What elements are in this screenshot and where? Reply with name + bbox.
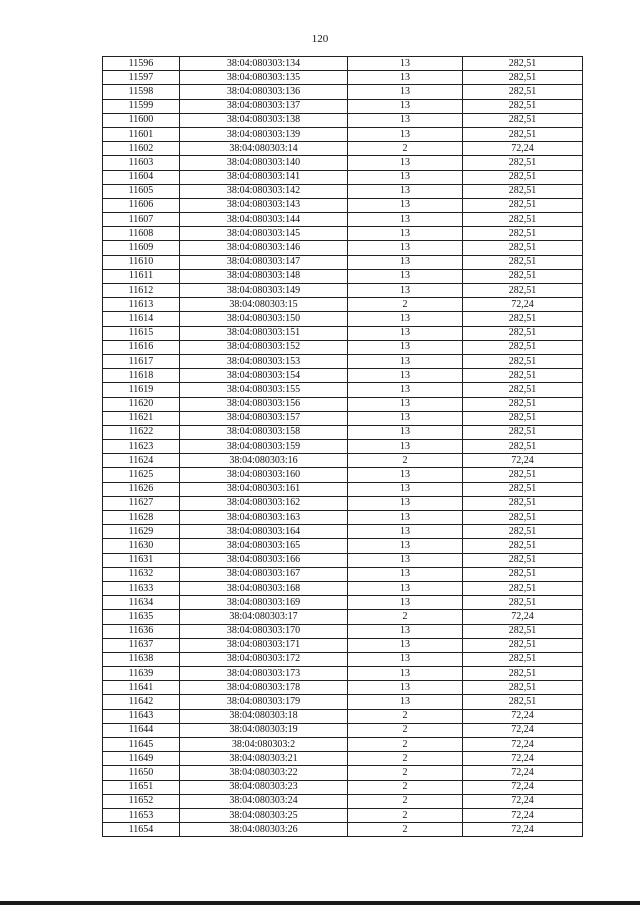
row-number-cell: 11602 <box>103 142 180 156</box>
row-number-cell: 11608 <box>103 227 180 241</box>
table-row <box>103 709 583 723</box>
cadastral-number-cell: 38:04:080303:171 <box>180 638 348 652</box>
row-number-cell: 11638 <box>103 652 180 666</box>
table-row <box>103 156 583 170</box>
cadastral-number-cell: 38:04:080303:173 <box>180 667 348 681</box>
cadastral-number-cell: 38:04:080303:158 <box>180 425 348 439</box>
share-count-cell: 13 <box>348 71 463 85</box>
cadastral-number-cell: 38:04:080303:23 <box>180 780 348 794</box>
area-value-cell: 282,51 <box>463 596 583 610</box>
cadastral-number-cell: 38:04:080303:150 <box>180 312 348 326</box>
cadastral-number-cell: 38:04:080303:14 <box>180 142 348 156</box>
table-row <box>103 213 583 227</box>
table-row <box>103 425 583 439</box>
share-count-cell: 13 <box>348 581 463 595</box>
area-value-cell: 282,51 <box>463 581 583 595</box>
area-value-cell: 72,24 <box>463 752 583 766</box>
area-value-cell: 282,51 <box>463 652 583 666</box>
table-row <box>103 298 583 312</box>
share-count-cell: 13 <box>348 681 463 695</box>
cadastral-number-cell: 38:04:080303:134 <box>180 57 348 71</box>
row-number-cell: 11615 <box>103 326 180 340</box>
area-value-cell: 282,51 <box>463 255 583 269</box>
table-row <box>103 227 583 241</box>
table-row <box>103 241 583 255</box>
share-count-cell: 13 <box>348 99 463 113</box>
cadastral-number-cell: 38:04:080303:148 <box>180 269 348 283</box>
cadastral-number-cell: 38:04:080303:166 <box>180 553 348 567</box>
table-row <box>103 610 583 624</box>
table-row <box>103 667 583 681</box>
table-row <box>103 780 583 794</box>
row-number-cell: 11601 <box>103 127 180 141</box>
scan-edge <box>0 901 640 905</box>
table-row <box>103 539 583 553</box>
share-count-cell: 13 <box>348 638 463 652</box>
cadastral-number-cell: 38:04:080303:143 <box>180 198 348 212</box>
area-value-cell: 282,51 <box>463 326 583 340</box>
share-count-cell: 13 <box>348 511 463 525</box>
row-number-cell: 11644 <box>103 723 180 737</box>
row-number-cell: 11600 <box>103 113 180 127</box>
area-value-cell: 282,51 <box>463 667 583 681</box>
table-row <box>103 596 583 610</box>
area-value-cell: 72,24 <box>463 794 583 808</box>
area-value-cell: 282,51 <box>463 369 583 383</box>
row-number-cell: 11629 <box>103 525 180 539</box>
table-row <box>103 624 583 638</box>
share-count-cell: 13 <box>348 383 463 397</box>
row-number-cell: 11630 <box>103 539 180 553</box>
share-count-cell: 13 <box>348 652 463 666</box>
row-number-cell: 11649 <box>103 752 180 766</box>
row-number-cell: 11624 <box>103 454 180 468</box>
table-row <box>103 57 583 71</box>
cadastral-number-cell: 38:04:080303:15 <box>180 298 348 312</box>
row-number-cell: 11597 <box>103 71 180 85</box>
area-value-cell: 282,51 <box>463 496 583 510</box>
share-count-cell: 13 <box>348 596 463 610</box>
area-value-cell: 282,51 <box>463 340 583 354</box>
row-number-cell: 11653 <box>103 808 180 822</box>
share-count-cell: 2 <box>348 610 463 624</box>
share-count-cell: 13 <box>348 667 463 681</box>
row-number-cell: 11622 <box>103 425 180 439</box>
area-value-cell: 282,51 <box>463 440 583 454</box>
table-row <box>103 738 583 752</box>
share-count-cell: 13 <box>348 170 463 184</box>
share-count-cell: 2 <box>348 752 463 766</box>
table-row <box>103 269 583 283</box>
share-count-cell: 2 <box>348 298 463 312</box>
row-number-cell: 11604 <box>103 170 180 184</box>
cadastral-number-cell: 38:04:080303:160 <box>180 468 348 482</box>
share-count-cell: 13 <box>348 269 463 283</box>
row-number-cell: 11654 <box>103 823 180 837</box>
row-number-cell: 11611 <box>103 269 180 283</box>
row-number-cell: 11620 <box>103 397 180 411</box>
cadastral-number-cell: 38:04:080303:21 <box>180 752 348 766</box>
table-row <box>103 85 583 99</box>
cadastral-number-cell: 38:04:080303:178 <box>180 681 348 695</box>
area-value-cell: 72,24 <box>463 142 583 156</box>
row-number-cell: 11599 <box>103 99 180 113</box>
table-row <box>103 652 583 666</box>
table-row <box>103 752 583 766</box>
table-row <box>103 440 583 454</box>
area-value-cell: 72,24 <box>463 766 583 780</box>
cadastral-number-cell: 38:04:080303:159 <box>180 440 348 454</box>
table-row <box>103 567 583 581</box>
area-value-cell: 282,51 <box>463 397 583 411</box>
area-value-cell: 282,51 <box>463 198 583 212</box>
share-count-cell: 13 <box>348 85 463 99</box>
cadastral-number-cell: 38:04:080303:24 <box>180 794 348 808</box>
cadastral-number-cell: 38:04:080303:142 <box>180 184 348 198</box>
share-count-cell: 13 <box>348 440 463 454</box>
table-row <box>103 340 583 354</box>
share-count-cell: 13 <box>348 525 463 539</box>
cadastral-number-cell: 38:04:080303:154 <box>180 369 348 383</box>
area-value-cell: 72,24 <box>463 780 583 794</box>
row-number-cell: 11596 <box>103 57 180 71</box>
row-number-cell: 11628 <box>103 511 180 525</box>
share-count-cell: 13 <box>348 213 463 227</box>
area-value-cell: 72,24 <box>463 709 583 723</box>
cadastral-number-cell: 38:04:080303:17 <box>180 610 348 624</box>
area-value-cell: 282,51 <box>463 624 583 638</box>
share-count-cell: 13 <box>348 624 463 638</box>
area-value-cell: 72,24 <box>463 738 583 752</box>
table-row <box>103 397 583 411</box>
cadastral-number-cell: 38:04:080303:179 <box>180 695 348 709</box>
share-count-cell: 2 <box>348 780 463 794</box>
table-row <box>103 99 583 113</box>
row-number-cell: 11623 <box>103 440 180 454</box>
cadastral-number-cell: 38:04:080303:169 <box>180 596 348 610</box>
area-value-cell: 282,51 <box>463 383 583 397</box>
share-count-cell: 2 <box>348 823 463 837</box>
row-number-cell: 11634 <box>103 596 180 610</box>
cadastral-number-cell: 38:04:080303:135 <box>180 71 348 85</box>
table-row <box>103 525 583 539</box>
row-number-cell: 11627 <box>103 496 180 510</box>
cadastral-number-cell: 38:04:080303:18 <box>180 709 348 723</box>
table-row <box>103 553 583 567</box>
area-value-cell: 282,51 <box>463 113 583 127</box>
share-count-cell: 13 <box>348 539 463 553</box>
share-count-cell: 13 <box>348 425 463 439</box>
share-count-cell: 13 <box>348 57 463 71</box>
area-value-cell: 72,24 <box>463 298 583 312</box>
row-number-cell: 11626 <box>103 482 180 496</box>
table-row <box>103 454 583 468</box>
row-number-cell: 11606 <box>103 198 180 212</box>
share-count-cell: 13 <box>348 482 463 496</box>
row-number-cell: 11631 <box>103 553 180 567</box>
table-row <box>103 312 583 326</box>
table-row <box>103 581 583 595</box>
row-number-cell: 11651 <box>103 780 180 794</box>
table-row <box>103 794 583 808</box>
page-number: 120 <box>311 33 329 45</box>
table-row <box>103 638 583 652</box>
cadastral-number-cell: 38:04:080303:26 <box>180 823 348 837</box>
table-row <box>103 326 583 340</box>
cadastral-number-cell: 38:04:080303:137 <box>180 99 348 113</box>
share-count-cell: 13 <box>348 397 463 411</box>
cadastral-number-cell: 38:04:080303:157 <box>180 411 348 425</box>
share-count-cell: 2 <box>348 709 463 723</box>
area-value-cell: 282,51 <box>463 468 583 482</box>
area-value-cell: 282,51 <box>463 511 583 525</box>
area-value-cell: 282,51 <box>463 539 583 553</box>
share-count-cell: 13 <box>348 241 463 255</box>
area-value-cell: 282,51 <box>463 567 583 581</box>
table-row <box>103 766 583 780</box>
area-value-cell: 282,51 <box>463 71 583 85</box>
parcel-table <box>102 56 583 837</box>
share-count-cell: 2 <box>348 794 463 808</box>
row-number-cell: 11645 <box>103 738 180 752</box>
row-number-cell: 11642 <box>103 695 180 709</box>
area-value-cell: 72,24 <box>463 823 583 837</box>
cadastral-number-cell: 38:04:080303:145 <box>180 227 348 241</box>
share-count-cell: 2 <box>348 738 463 752</box>
row-number-cell: 11609 <box>103 241 180 255</box>
area-value-cell: 282,51 <box>463 85 583 99</box>
share-count-cell: 13 <box>348 411 463 425</box>
table-row <box>103 383 583 397</box>
cadastral-number-cell: 38:04:080303:16 <box>180 454 348 468</box>
table-row <box>103 496 583 510</box>
row-number-cell: 11633 <box>103 581 180 595</box>
row-number-cell: 11598 <box>103 85 180 99</box>
row-number-cell: 11610 <box>103 255 180 269</box>
table-row <box>103 71 583 85</box>
cadastral-number-cell: 38:04:080303:165 <box>180 539 348 553</box>
row-number-cell: 11605 <box>103 184 180 198</box>
share-count-cell: 13 <box>348 227 463 241</box>
share-count-cell: 13 <box>348 354 463 368</box>
cadastral-number-cell: 38:04:080303:168 <box>180 581 348 595</box>
row-number-cell: 11613 <box>103 298 180 312</box>
cadastral-number-cell: 38:04:080303:156 <box>180 397 348 411</box>
share-count-cell: 13 <box>348 113 463 127</box>
table-row <box>103 681 583 695</box>
table-row <box>103 255 583 269</box>
area-value-cell: 282,51 <box>463 411 583 425</box>
area-value-cell: 282,51 <box>463 170 583 184</box>
row-number-cell: 11621 <box>103 411 180 425</box>
share-count-cell: 13 <box>348 198 463 212</box>
table-row <box>103 369 583 383</box>
share-count-cell: 2 <box>348 454 463 468</box>
table-row <box>103 511 583 525</box>
row-number-cell: 11607 <box>103 213 180 227</box>
table-row <box>103 411 583 425</box>
share-count-cell: 2 <box>348 766 463 780</box>
cadastral-number-cell: 38:04:080303:151 <box>180 326 348 340</box>
area-value-cell: 72,24 <box>463 808 583 822</box>
table-row <box>103 468 583 482</box>
row-number-cell: 11618 <box>103 369 180 383</box>
share-count-cell: 13 <box>348 255 463 269</box>
cadastral-number-cell: 38:04:080303:172 <box>180 652 348 666</box>
area-value-cell: 282,51 <box>463 99 583 113</box>
share-count-cell: 13 <box>348 496 463 510</box>
table-row <box>103 284 583 298</box>
area-value-cell: 72,24 <box>463 454 583 468</box>
cadastral-number-cell: 38:04:080303:141 <box>180 170 348 184</box>
share-count-cell: 13 <box>348 127 463 141</box>
share-count-cell: 13 <box>348 312 463 326</box>
share-count-cell: 13 <box>348 553 463 567</box>
row-number-cell: 11603 <box>103 156 180 170</box>
table-row <box>103 113 583 127</box>
table-row <box>103 127 583 141</box>
row-number-cell: 11635 <box>103 610 180 624</box>
row-number-cell: 11617 <box>103 354 180 368</box>
area-value-cell: 282,51 <box>463 184 583 198</box>
cadastral-number-cell: 38:04:080303:162 <box>180 496 348 510</box>
row-number-cell: 11639 <box>103 667 180 681</box>
table-row <box>103 184 583 198</box>
area-value-cell: 282,51 <box>463 681 583 695</box>
cadastral-number-cell: 38:04:080303:146 <box>180 241 348 255</box>
area-value-cell: 282,51 <box>463 284 583 298</box>
share-count-cell: 13 <box>348 340 463 354</box>
row-number-cell: 11650 <box>103 766 180 780</box>
cadastral-number-cell: 38:04:080303:155 <box>180 383 348 397</box>
cadastral-number-cell: 38:04:080303:170 <box>180 624 348 638</box>
row-number-cell: 11616 <box>103 340 180 354</box>
area-value-cell: 282,51 <box>463 638 583 652</box>
share-count-cell: 13 <box>348 695 463 709</box>
table-row <box>103 142 583 156</box>
cadastral-number-cell: 38:04:080303:139 <box>180 127 348 141</box>
cadastral-number-cell: 38:04:080303:147 <box>180 255 348 269</box>
area-value-cell: 282,51 <box>463 57 583 71</box>
share-count-cell: 13 <box>348 468 463 482</box>
table-row <box>103 823 583 837</box>
area-value-cell: 282,51 <box>463 553 583 567</box>
table-row <box>103 695 583 709</box>
cadastral-number-cell: 38:04:080303:138 <box>180 113 348 127</box>
parcel-table-body <box>103 57 583 837</box>
cadastral-number-cell: 38:04:080303:161 <box>180 482 348 496</box>
table-row <box>103 723 583 737</box>
cadastral-number-cell: 38:04:080303:163 <box>180 511 348 525</box>
row-number-cell: 11652 <box>103 794 180 808</box>
cadastral-number-cell: 38:04:080303:167 <box>180 567 348 581</box>
share-count-cell: 2 <box>348 723 463 737</box>
row-number-cell: 11614 <box>103 312 180 326</box>
area-value-cell: 282,51 <box>463 227 583 241</box>
cadastral-number-cell: 38:04:080303:153 <box>180 354 348 368</box>
share-count-cell: 2 <box>348 808 463 822</box>
table-row <box>103 198 583 212</box>
share-count-cell: 13 <box>348 567 463 581</box>
cadastral-number-cell: 38:04:080303:144 <box>180 213 348 227</box>
row-number-cell: 11619 <box>103 383 180 397</box>
row-number-cell: 11643 <box>103 709 180 723</box>
row-number-cell: 11637 <box>103 638 180 652</box>
area-value-cell: 282,51 <box>463 354 583 368</box>
cadastral-number-cell: 38:04:080303:140 <box>180 156 348 170</box>
share-count-cell: 13 <box>348 369 463 383</box>
table-row <box>103 170 583 184</box>
share-count-cell: 13 <box>348 326 463 340</box>
row-number-cell: 11636 <box>103 624 180 638</box>
cadastral-number-cell: 38:04:080303:164 <box>180 525 348 539</box>
cadastral-number-cell: 38:04:080303:22 <box>180 766 348 780</box>
row-number-cell: 11625 <box>103 468 180 482</box>
share-count-cell: 13 <box>348 156 463 170</box>
area-value-cell: 282,51 <box>463 269 583 283</box>
row-number-cell: 11632 <box>103 567 180 581</box>
share-count-cell: 13 <box>348 284 463 298</box>
cadastral-number-cell: 38:04:080303:152 <box>180 340 348 354</box>
cadastral-number-cell: 38:04:080303:149 <box>180 284 348 298</box>
row-number-cell: 11612 <box>103 284 180 298</box>
row-number-cell: 11641 <box>103 681 180 695</box>
area-value-cell: 72,24 <box>463 610 583 624</box>
table-row <box>103 354 583 368</box>
area-value-cell: 282,51 <box>463 425 583 439</box>
cadastral-number-cell: 38:04:080303:136 <box>180 85 348 99</box>
cadastral-number-cell: 38:04:080303:25 <box>180 808 348 822</box>
table-row <box>103 482 583 496</box>
share-count-cell: 2 <box>348 142 463 156</box>
area-value-cell: 72,24 <box>463 723 583 737</box>
area-value-cell: 282,51 <box>463 312 583 326</box>
area-value-cell: 282,51 <box>463 156 583 170</box>
area-value-cell: 282,51 <box>463 482 583 496</box>
cadastral-number-cell: 38:04:080303:2 <box>180 738 348 752</box>
area-value-cell: 282,51 <box>463 127 583 141</box>
share-count-cell: 13 <box>348 184 463 198</box>
area-value-cell: 282,51 <box>463 213 583 227</box>
area-value-cell: 282,51 <box>463 695 583 709</box>
table-row <box>103 808 583 822</box>
area-value-cell: 282,51 <box>463 525 583 539</box>
area-value-cell: 282,51 <box>463 241 583 255</box>
cadastral-number-cell: 38:04:080303:19 <box>180 723 348 737</box>
